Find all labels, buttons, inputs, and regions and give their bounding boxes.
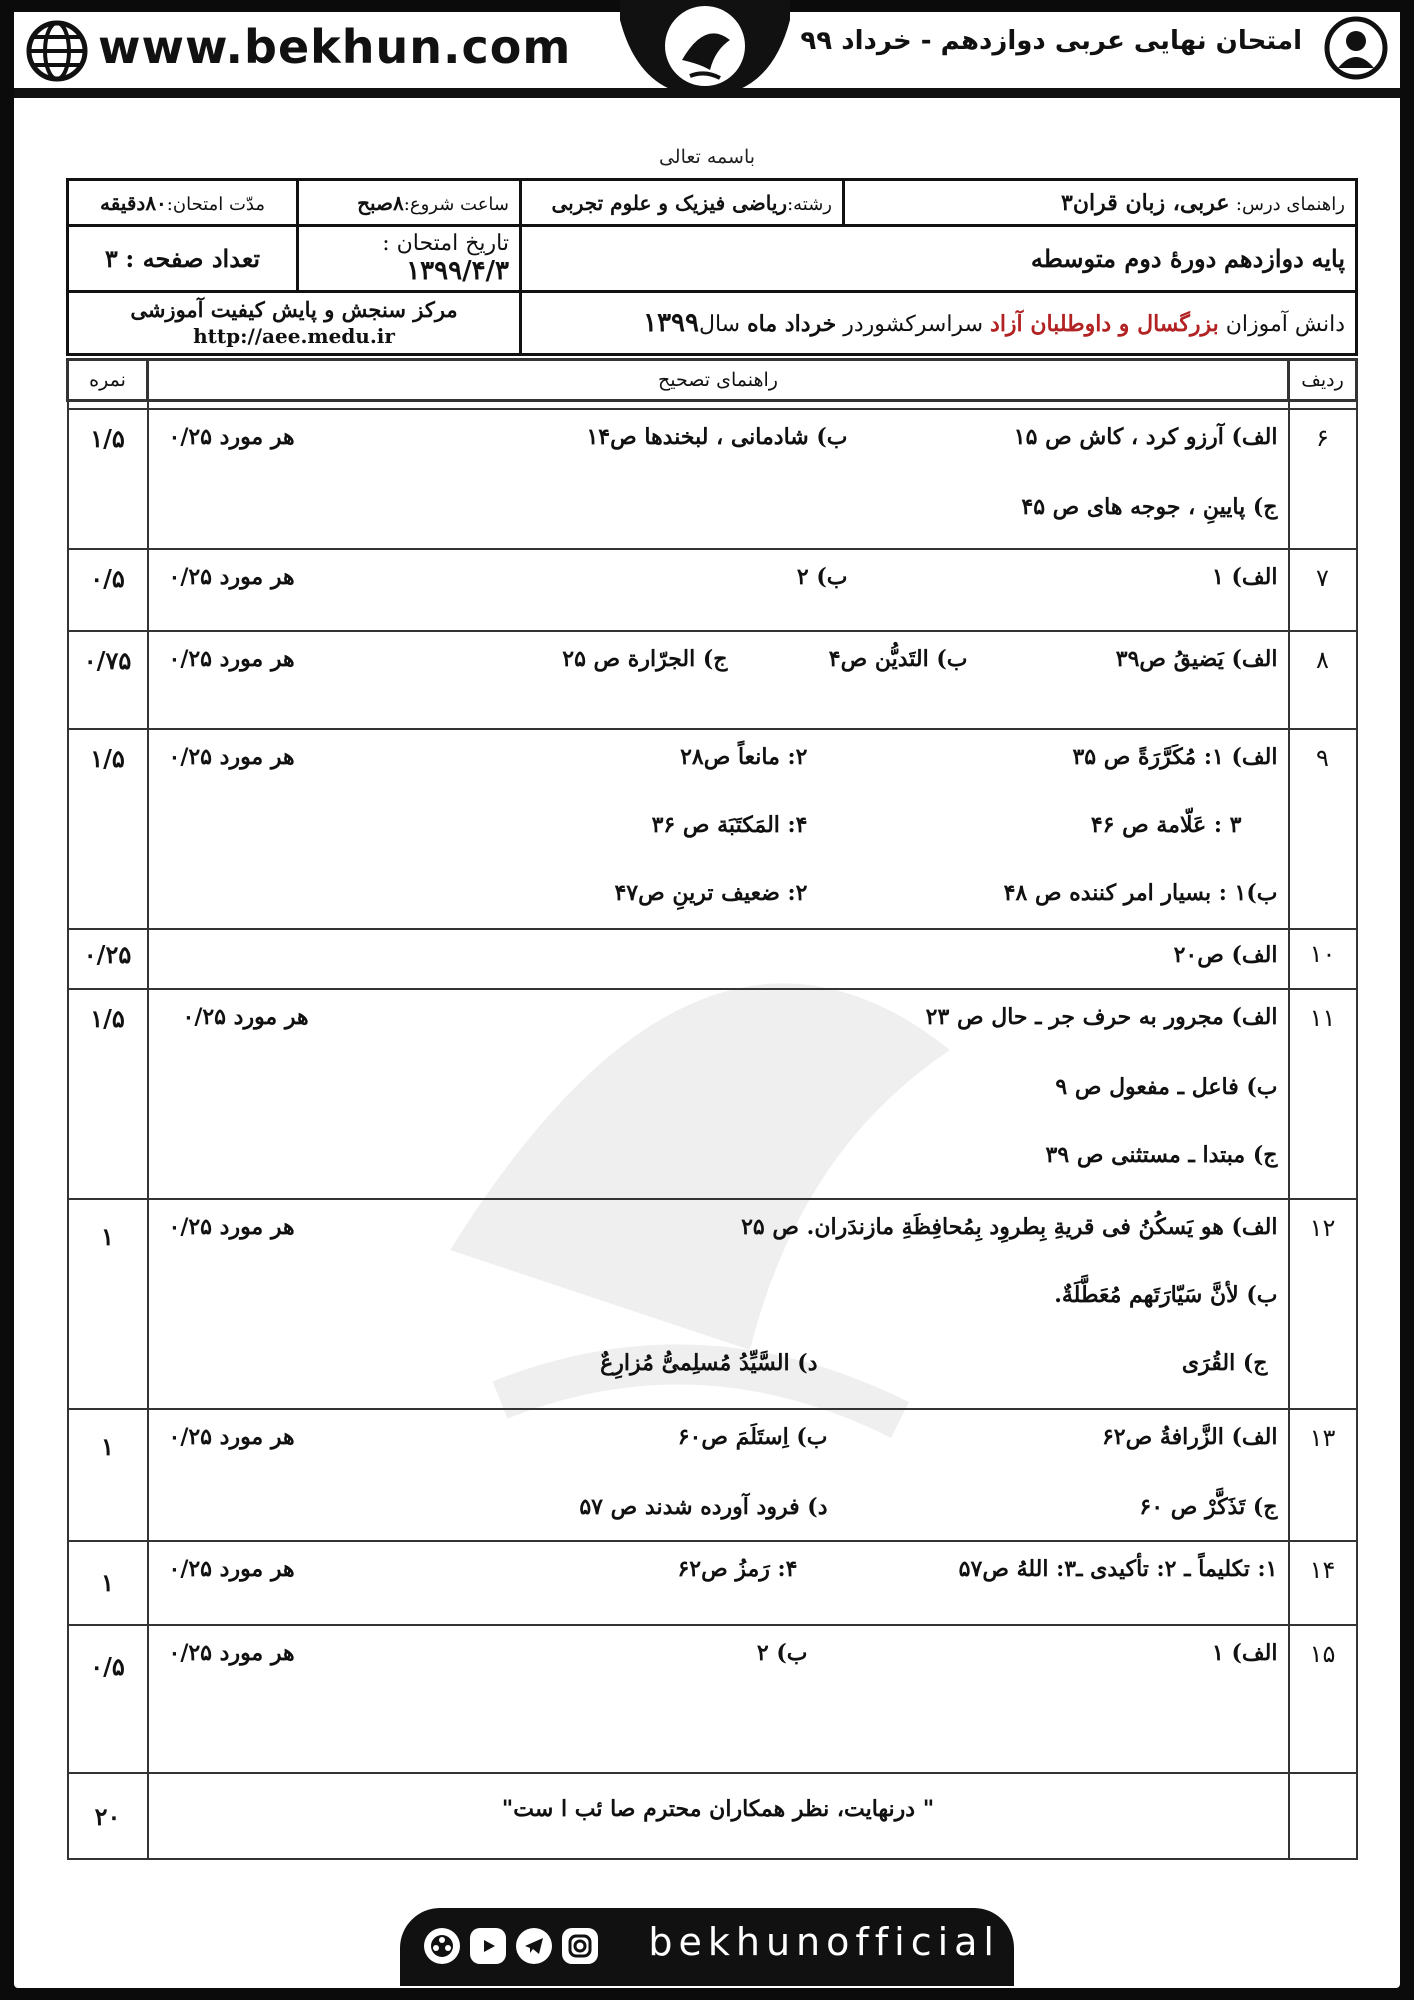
- center-url[interactable]: http://aee.medu.ir: [193, 324, 395, 348]
- students-cell: [521, 292, 1357, 355]
- total-score: ۲۰: [94, 1801, 121, 1831]
- answer-line: الف) مجرور به حرف جر ـ حال ص ۲۳: [925, 1003, 1278, 1030]
- answer-line: ج) پایینِ ، جوجه های ص ۴۵: [1021, 493, 1278, 520]
- answer-line: ب) فاعل ـ مفعول ص ۹: [1055, 1073, 1278, 1100]
- answer-line: الف) ۱: [1212, 1639, 1278, 1666]
- answer-line: ج) تَذَکَّرْ ص ۶۰: [1139, 1493, 1278, 1520]
- start-value: ۸صبح: [357, 190, 404, 215]
- pages-label: تعداد صفحه :: [125, 244, 261, 273]
- answer-line: ج) القُرَی: [1181, 1349, 1268, 1376]
- answer-line: ب) شادمانی ، لبخندها ص۱۴: [586, 423, 848, 450]
- answer-line: ۱: تکلیماً ـ ۲: تأکیدی ـ۳: اللهُ ص۵۷: [958, 1555, 1278, 1582]
- field-label: رشته:: [787, 193, 832, 215]
- answer-line: ۴: المَکتَبَة ص ۳۶: [651, 811, 808, 838]
- students-prefix: دانش آموزان: [1225, 312, 1345, 337]
- per-item-score: هر مورد ۰/۲۵: [168, 1639, 295, 1666]
- row-score: ۰/۲۵: [83, 939, 132, 969]
- row-score: ۱: [101, 1431, 114, 1461]
- center-cell: [68, 292, 521, 355]
- table-row: [68, 549, 1357, 631]
- pages-value: ۳: [104, 244, 118, 273]
- answer-line: ب) اِستَلَمَ ص۶۰: [677, 1423, 828, 1450]
- exam-info-table: [66, 178, 1358, 356]
- center-name: مرکز سنجش و پایش کیفیت آموزشی: [130, 297, 458, 322]
- table-row: [68, 729, 1357, 929]
- row-number: ۱۲: [1309, 1213, 1336, 1242]
- answer-line: د) السَّیِّدُ مُسلِمیُّ مُزارِعٌ: [600, 1349, 818, 1376]
- youtube-icon[interactable]: [470, 1928, 506, 1964]
- row-number: ۹: [1316, 743, 1329, 772]
- answer-line: ج) مبتدا ـ مستثنی ص ۳۹: [1045, 1141, 1278, 1168]
- answer-line: ۳ : عَلّامة ص ۴۶: [1090, 811, 1242, 838]
- row-score: ۰/۷۵: [83, 645, 132, 675]
- students-highlight: بزرگسال و داوطلبان آزاد: [990, 311, 1219, 337]
- table-row: [68, 409, 1357, 549]
- guide-label: راهنمای درس:: [1235, 193, 1345, 215]
- answer-line: ب)۱ : بسیار امر کننده ص ۴۸: [1003, 879, 1278, 906]
- row-score: ۱: [101, 1221, 114, 1251]
- table-row: [68, 989, 1357, 1199]
- header-guide: راهنمای تصحیح: [148, 360, 1289, 401]
- answer-line: ۲: ضعیف ترینِ ص۴۷: [614, 879, 808, 906]
- grade-prefix: پایه: [1311, 244, 1345, 273]
- guide-value: عربی، زبان قران۳: [1061, 189, 1230, 216]
- row-score: ۱/۵: [90, 1003, 125, 1033]
- closing-note: " درنهایت، نظر همکاران محترم صا ئب ا ست": [501, 1795, 935, 1822]
- per-item-score: هر مورد ۰/۲۵: [168, 1555, 295, 1582]
- date-cell: [298, 226, 521, 292]
- table-row: [68, 1625, 1357, 1773]
- per-item-score: هر مورد ۰/۲۵: [168, 1423, 295, 1450]
- per-item-score: هر مورد ۰/۲۵: [182, 1003, 309, 1030]
- students-mid: سراسرکشوردر: [843, 312, 984, 337]
- row-score: ۱: [101, 1567, 114, 1597]
- answer-line: الف) یَضیقُ ص۳۹: [1115, 645, 1278, 672]
- per-item-score: هر مورد ۰/۲۵: [168, 1213, 295, 1240]
- grade-rest: دورهٔ دوم متوسطه: [1030, 244, 1217, 273]
- header-row-number: ردیف: [1289, 360, 1357, 401]
- duration-label: مدّت امتحان:: [166, 193, 266, 215]
- row-number: ۱۱: [1309, 1003, 1336, 1032]
- per-item-score: هر مورد ۰/۲۵: [168, 645, 295, 672]
- grade-cell: [521, 226, 1357, 292]
- table-row: [68, 929, 1357, 989]
- bekhun-logo-icon[interactable]: [620, 0, 790, 98]
- table-row: [68, 1541, 1357, 1625]
- row-score: ۱/۵: [90, 423, 125, 453]
- table-row: [68, 631, 1357, 729]
- answer-line: الف) الزَّرافةُ ص۶۲: [1101, 1423, 1278, 1450]
- start-cell: [298, 180, 521, 226]
- social-footer: [400, 1908, 1014, 1986]
- table-row: [68, 1199, 1357, 1409]
- date-label: تاریخ امتحان :: [382, 231, 509, 256]
- header-divider: [14, 88, 1400, 98]
- answer-line: ج) الجرّارة ص ۲۵: [562, 645, 728, 672]
- answer-line: ۴: رَمزُ ص۶۲: [677, 1555, 798, 1582]
- start-label: ساعت شروع:: [403, 193, 509, 215]
- answer-key-table: [66, 358, 1358, 1860]
- answer-line: ب) ۲: [756, 1639, 808, 1666]
- reel-icon[interactable]: [424, 1928, 460, 1964]
- row-number: ۸: [1316, 645, 1329, 674]
- table-row: [68, 1409, 1357, 1541]
- duration-value: ۸۰دقیقه: [99, 190, 167, 215]
- answer-line: الف) ۱: [1212, 563, 1278, 590]
- students-year-label: سال: [698, 312, 741, 337]
- answer-line: د) فرود آورده شدند ص ۵۷: [579, 1493, 828, 1520]
- date-value: ۱۳۹۹/۴/۳: [406, 256, 509, 286]
- students-year: ۱۳۹۹: [643, 308, 699, 338]
- social-handle[interactable]: bekhunofficial: [648, 1920, 1000, 1964]
- table-row: [68, 1773, 1357, 1859]
- field-value: ریاضی فیزیک و علوم تجربی: [551, 190, 788, 215]
- row-number: [1290, 1774, 1356, 1788]
- answer-line: ۲: مانعاً ص۲۸: [680, 743, 808, 770]
- answer-line: ب) ۲: [796, 563, 848, 590]
- row-number: ۱۵: [1309, 1639, 1336, 1668]
- row-score: ۰/۵: [90, 1651, 125, 1681]
- row-number: ۱۴: [1309, 1555, 1336, 1584]
- user-icon[interactable]: [1324, 16, 1388, 80]
- globe-icon[interactable]: [26, 20, 88, 82]
- basmala: باسمه تعالی: [658, 146, 756, 168]
- answer-line: الف) ص۲۰: [1173, 941, 1278, 968]
- answer-line: ب) لأنَّ سَیّارَتَهم مُعَطَّلَةٌ.: [1054, 1281, 1278, 1308]
- answer-line: الف) هو یَسکُنُ فی قریةِ بِطروِد بِمُحافِظَةِ مازندَران. ص ۲۵: [741, 1213, 1278, 1240]
- answer-line: الف) ۱: مُکَرَّرَةً ص ۳۵: [1072, 743, 1278, 770]
- header-title: امتحان نهایی عربی دوازدهم - خرداد ۹۹: [800, 26, 1302, 56]
- row-number: ۷: [1316, 563, 1329, 592]
- site-url[interactable]: www.bekhun.com: [98, 20, 572, 74]
- row-number: ۶: [1316, 423, 1329, 452]
- pages-cell: [68, 226, 298, 292]
- duration-cell: [68, 180, 298, 226]
- answer-line: الف) آرزو کرد ، کاش ص ۱۵: [1013, 423, 1278, 450]
- per-item-score: هر مورد ۰/۲۵: [168, 423, 295, 450]
- grade-bold: دوازدهم: [1223, 244, 1304, 273]
- field-cell: [521, 180, 844, 226]
- per-item-score: هر مورد ۰/۲۵: [168, 563, 295, 590]
- guide-cell: [844, 180, 1357, 226]
- row-number: ۱۰: [1309, 939, 1336, 968]
- table-header-row: [68, 360, 1357, 401]
- row-number: ۱۳: [1309, 1423, 1336, 1452]
- answer-line: ب) التَدیُّن ص۴: [828, 645, 968, 672]
- per-item-score: هر مورد ۰/۲۵: [168, 743, 295, 770]
- row-score: ۱/۵: [90, 743, 125, 773]
- header-score: نمره: [68, 360, 148, 401]
- row-score: ۰/۵: [90, 563, 125, 593]
- students-month: خرداد ماه: [747, 311, 837, 337]
